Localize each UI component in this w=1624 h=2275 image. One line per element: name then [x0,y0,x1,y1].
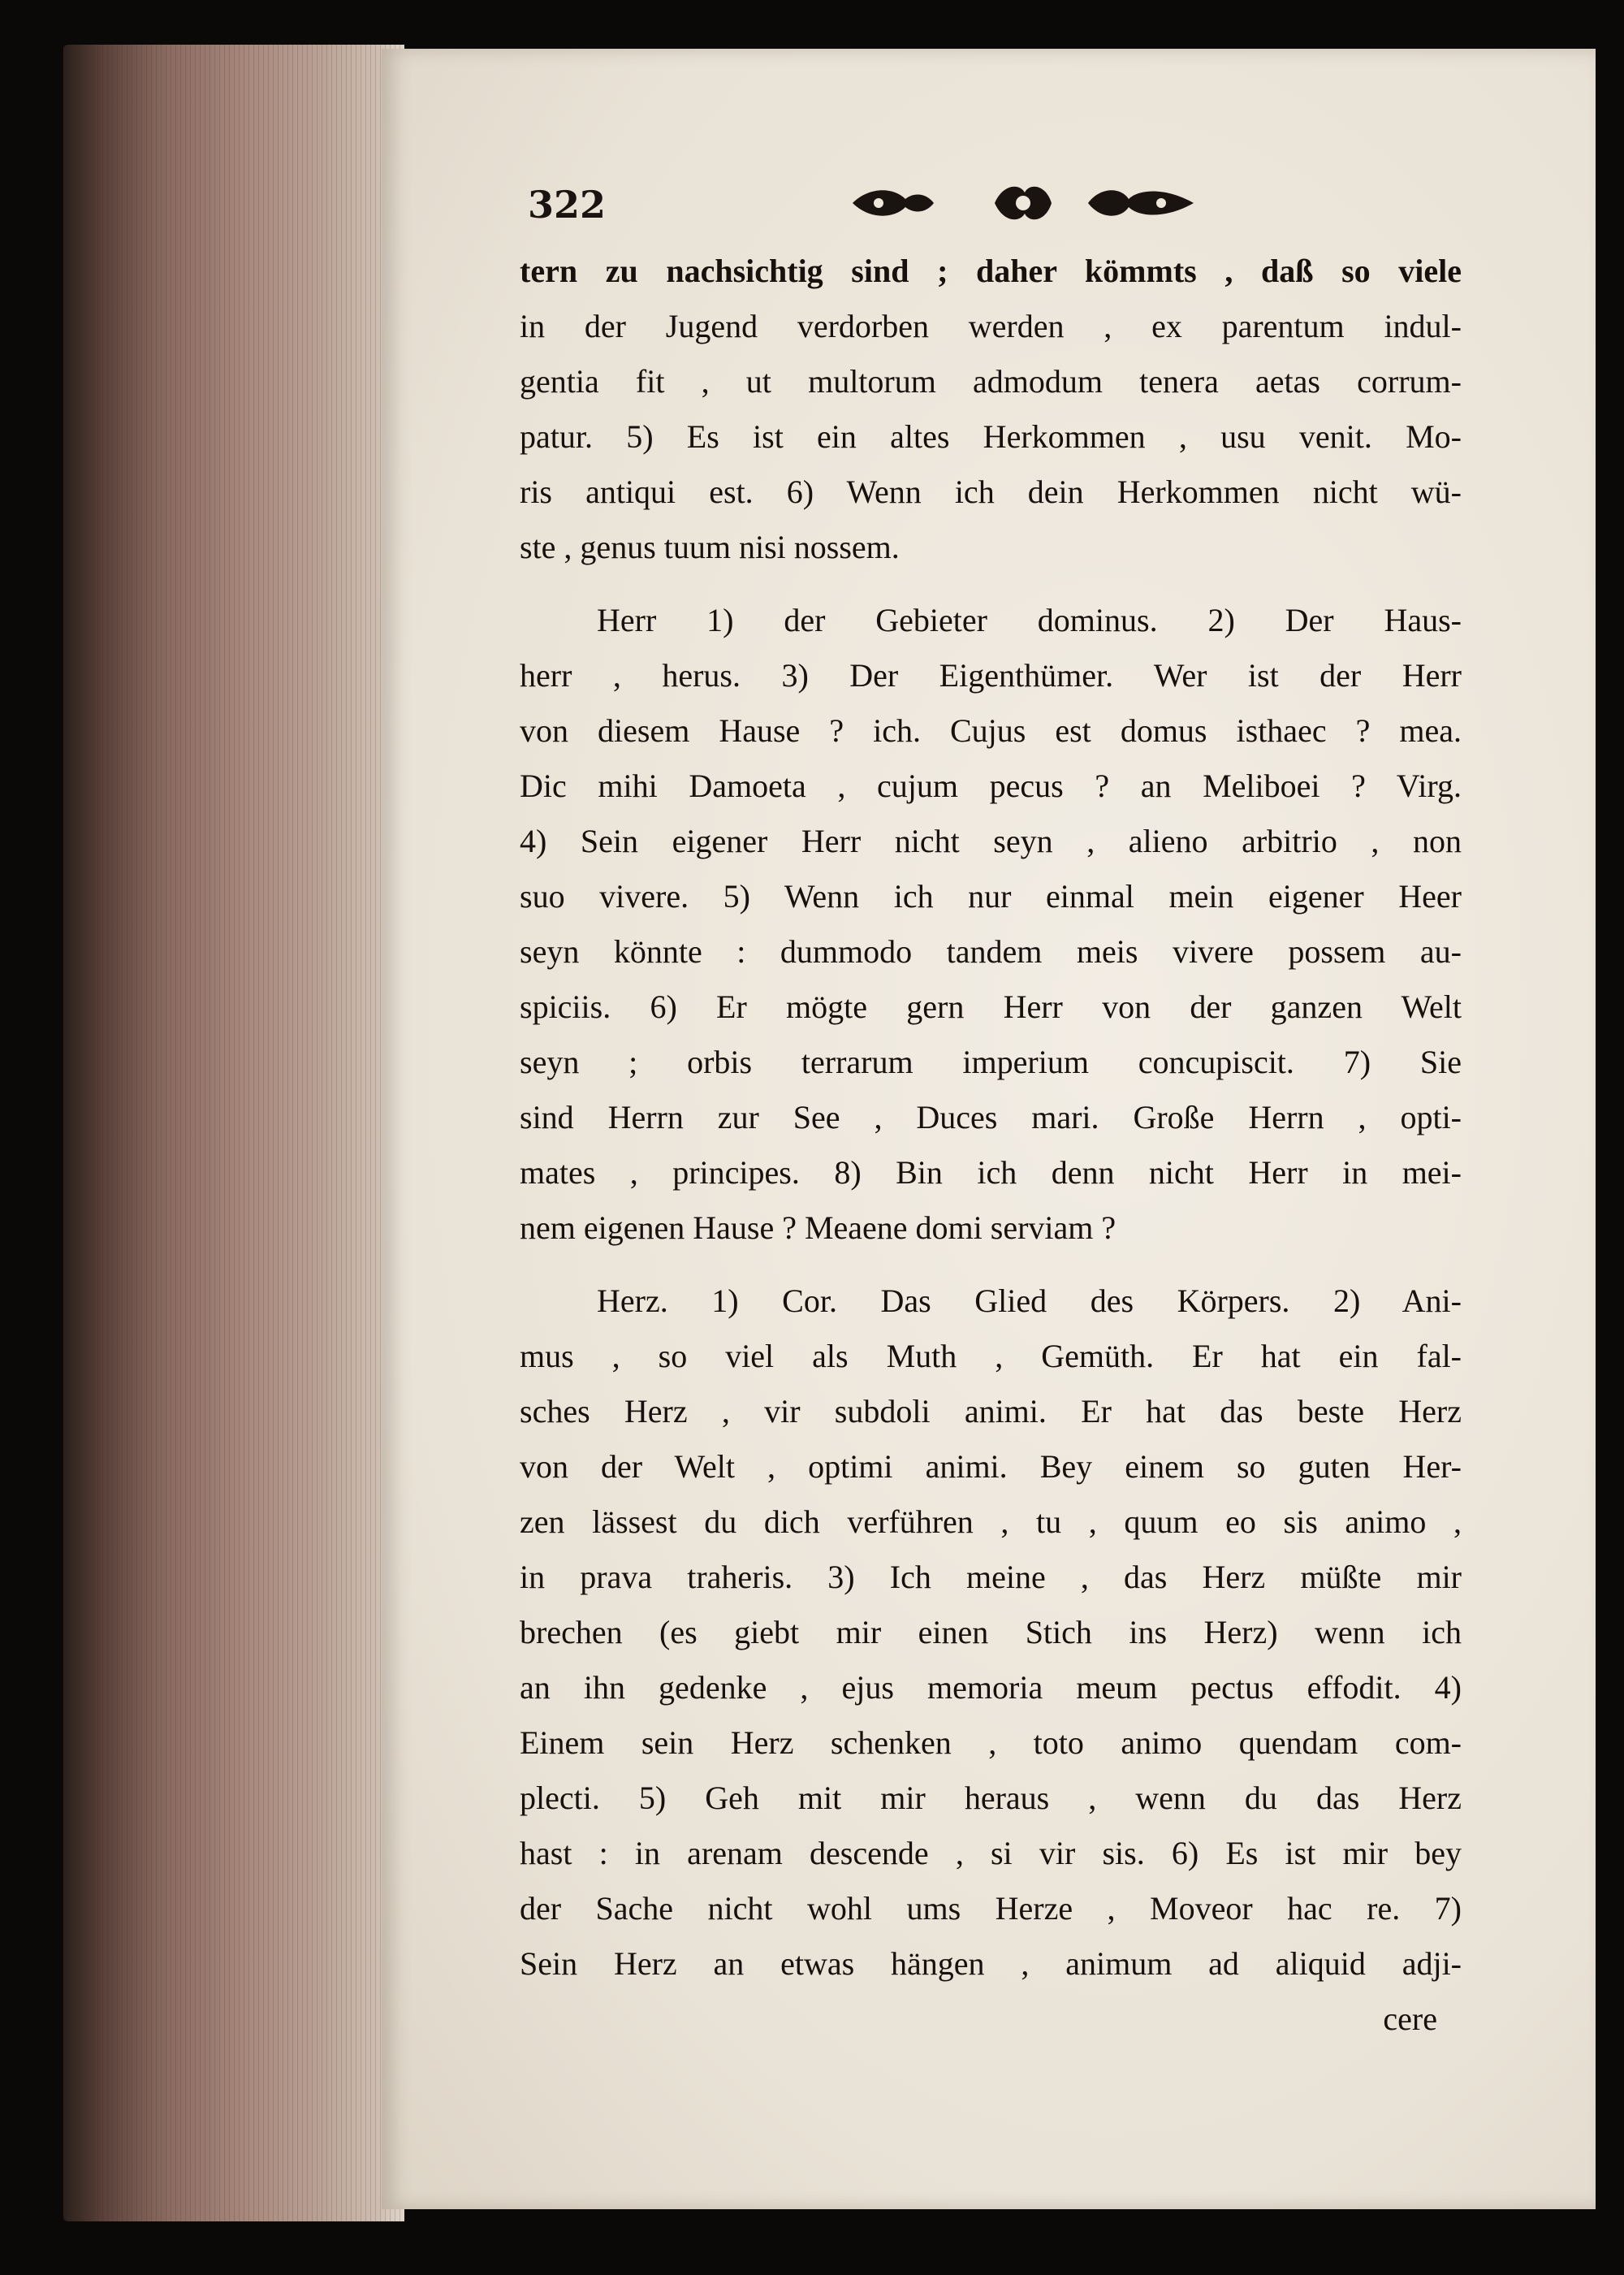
catchword: cere [1383,2000,1437,2037]
text-line: seyn könnte : dummodo tandem meis vivere possem au- [520,933,1462,970]
text-line: plecti. 5) Geh mit mir heraus , wenn du das Herz [520,1780,1462,1816]
text-line: spiciis. 6) Er mögte gern Herr von der ganzen Welt [520,988,1462,1025]
entry-headword-line: Herr 1) der Gebieter dominus. 2) Der Haus- [597,602,1462,638]
dictionary-text [520,244,1462,2047]
text-line: tern zu nachsichtig sind ; daher kömmts , daß so viele [520,253,1462,289]
book-page-edges [63,45,404,2221]
text-line: in der Jugend verdorben werden , ex parentum indul- [520,308,1462,344]
text-line: in prava traheris. 3) Ich meine , das Herz müßte mir [520,1559,1462,1595]
text-line: der Sache nicht wohl ums Herze , Moveor hac re. 7) [520,1890,1462,1927]
text-line: sches Herz , vir subdoli animi. Er hat das beste Herz [520,1393,1462,1429]
text-line: von diesem Hause ? ich. Cujus est domus isthaec ? mea. [520,712,1462,749]
text-line: herr , herus. 3) Der Eigenthümer. Wer ist der Herr [520,657,1462,694]
text-line: gentia fit , ut multorum admodum tenera aetas corrum- [520,363,1462,400]
text-line: sind Herrn zur See , Duces mari. Große Herrn , opti- [520,1099,1462,1135]
text-line: 4) Sein eigener Herr nicht seyn , alieno arbitrio , non [520,823,1462,859]
text-line: Einem sein Herz schenken , toto animo quendam com- [520,1724,1462,1761]
entry-herr [520,593,1462,1256]
page-number: 322 [528,183,607,227]
text-line: von der Welt , optimi animi. Bey einem so guten Her- [520,1448,1462,1485]
text-line: mates , principes. 8) Bin ich denn nicht Herr in mei- [520,1154,1462,1191]
text-line: suo vivere. 5) Wenn ich nur einmal mein eigener Heer [520,878,1462,915]
text-line: hast : in arenam descende , si vir sis. 6) Es ist mir bey [520,1835,1462,1871]
paragraph-continuation [520,244,1462,575]
entry-headword-line: Herz. 1) Cor. Das Glied des Körpers. 2) Ani- [597,1282,1462,1319]
text-line: Dic mihi Damoeta , cujum pecus ? an Meliboei ? Virg. [520,768,1462,804]
text-line: ris antiqui est. 6) Wenn ich dein Herkommen nicht wü- [520,474,1462,510]
text-line: nem eigenen Hause ? Meaene domi serviam ? [520,1209,1116,1246]
text-line: patur. 5) Es ist ein altes Herkommen , usu venit. Mo- [520,418,1462,455]
text-line: ste , genus tuum nisi nossem. [520,529,900,565]
page-header [528,175,1462,240]
text-line: seyn ; orbis terrarum imperium concupiscit. 7) Sie [520,1044,1462,1080]
text-line: Sein Herz an etwas hängen , animum ad aliquid adji- [520,1945,1462,1982]
entry-herz [520,1274,1462,2047]
text-line: zen lässest du dich verführen , tu , quum eo sis animo , [520,1503,1462,1540]
text-line: mus , so viel als Muth , Gemüth. Er hat ein fal- [520,1338,1462,1374]
text-line: brechen (es giebt mir einen Stich ins Herz) wenn ich [520,1614,1462,1650]
text-line: an ihn gedenke , ejus memoria meum pectus effodit. 4) [520,1669,1462,1706]
fleuron-ornament-icon [836,175,1210,231]
